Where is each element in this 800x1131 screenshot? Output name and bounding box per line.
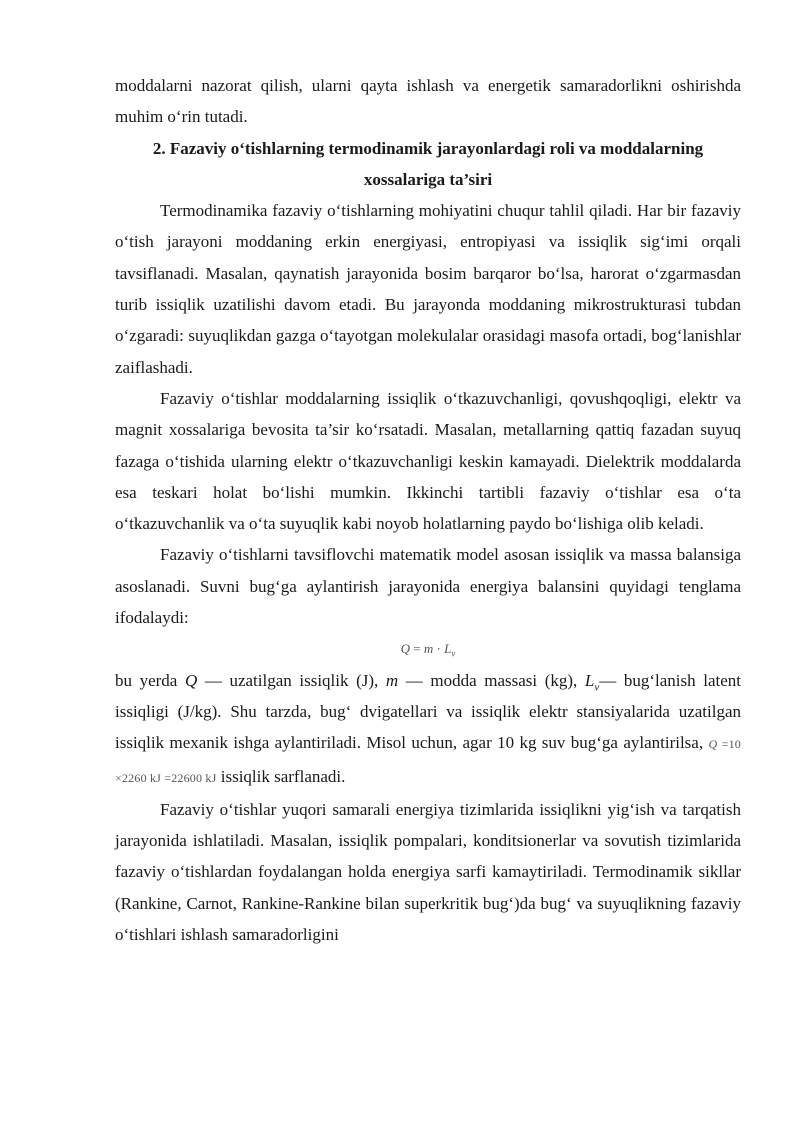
- document-page: [115, 70, 741, 950]
- paragraph-applications: Fazaviy o‘tishlar yuqori samarali energiya tizimlarida issiqlikni yig‘ish va tarqatish jarayonida ishlatiladi. Masalan, issiqlik pompalari, konditsionerlar va sovutish tizimlarida fazaviy o‘tishlardan foydalangan holda energiya sarfi kamaytiriladi. Termodinamik sikllar (Rankine, Carnot, Rankine-Rankine bilan superkritik bug‘)da bug‘ va suyuqlikning fazaviy o‘tishlari ishlash samaradorligini: [115, 799, 741, 945]
- p4-text-3: — modda massasi (kg),: [398, 670, 585, 690]
- energy-balance-formula: [115, 633, 741, 664]
- inline-formula-q: Q: [708, 737, 718, 752]
- paragraph-properties: Fazaviy o‘tishlar moddalarning issiqlik o‘tkazuvchanligi, qovushqoqligi, elektr va magnit xossalariga bevosita ta’sir ko‘rsatadi. Masalan, metallarning qattiq fazadan suyuq fazaga o‘tishida ularning elektr o‘tkazuvchanligi keskin kamayadi. Dielektrik moddalarda esa teskari holat bo‘lishi mumkin. Ikkinchi tartibli fazaviy o‘tishlar esa o‘ta o‘tkazuvchanlik va o‘ta suyuqlik kabi noyob holatlarning paydo bo‘lishiga olib keladi.: [115, 388, 741, 534]
- inline-formula-rest: =10 ×2260 kJ =22600 kJ: [115, 737, 741, 785]
- formula-l: L: [444, 641, 452, 657]
- formula-equals: =: [410, 641, 424, 657]
- var-l: L: [584, 670, 595, 690]
- formula-dot: ·: [433, 641, 445, 657]
- section-heading: 2. Fazaviy o‘tishlarning termodinamik jarayonlardagi roli va moddalarning xossalariga ta’siri: [152, 138, 704, 189]
- var-q: Q: [184, 670, 198, 690]
- p4-text-4: — bug‘lanish latent issiqligi (J/kg). Shu tarzda, bug‘ dvigatellari va issiqlik elektr stansiyalarida uzatilgan issiqlik mexanik ishga aylantiriladi. Misol uchun, agar 10 kg suv bug‘ga aylantirilsa,: [115, 670, 741, 753]
- paragraph-model: Fazaviy o‘tishlarni tavsiflovchi matematik model asosan issiqlik va massa balansiga asoslanadi. Suvni bug‘ga aylantirish jarayonida energiya balansini quyidagi tenglama ifodalaydi:: [115, 545, 741, 628]
- formula-q: Q: [400, 641, 411, 657]
- p4-text-5: issiqlik sarflanadi.: [216, 766, 346, 786]
- paragraph-thermodynamics: Termodinamika fazaviy o‘tishlarning mohiyatini chuqur tahlil qiladi. Har bir fazaviy o‘tish jarayoni moddaning erkin energiyasi, entropiyasi va issiqlik sig‘imi orqali tavsiflanadi. Masalan, qaynatish jarayonida bosim barqaror bo‘lsa, harorat o‘zgarmasdan turib issiqlik uzatilishi davom etadi. Bu jarayonda moddaning mikrostrukturasi tubdan o‘zgaradi: suyuqlikdan gazga o‘tayotgan molekulalar orasidagi masofa ortadi, bog‘lanishlar zaiflashadi.: [115, 201, 741, 377]
- p4-text-1: bu yerda: [115, 670, 185, 690]
- paragraph-explanation: [115, 665, 741, 794]
- p4-text-2: — uzatilgan issiqlik (J),: [197, 670, 386, 690]
- var-l-subscript: v: [594, 681, 600, 694]
- formula-m: m: [423, 641, 434, 657]
- paragraph-continuation: moddalarni nazorat qilish, ularni qayta ishlash va energetik samaradorlikni oshirishda muhim o‘rin tutadi.: [115, 76, 741, 127]
- var-m: m: [385, 670, 399, 690]
- formula-l-subscript: v: [451, 648, 456, 659]
